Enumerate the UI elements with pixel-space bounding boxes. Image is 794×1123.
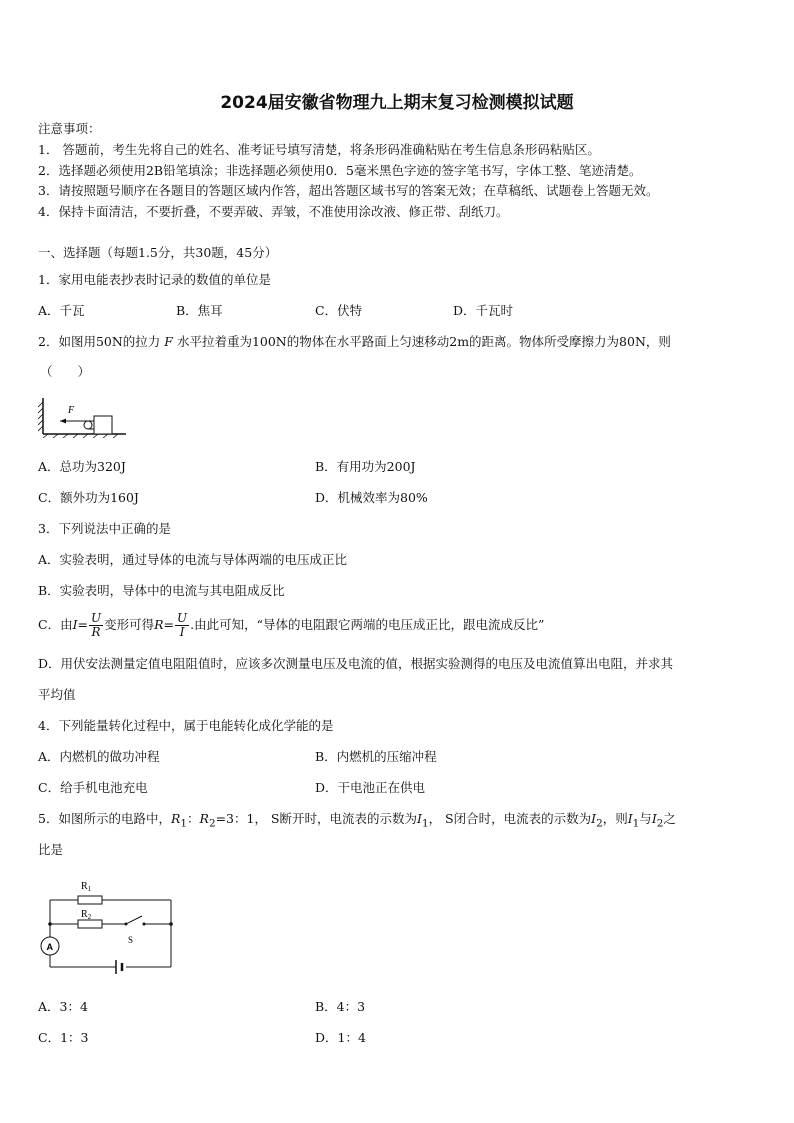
q2-stem-b: 水平拉着重为100N的物体在水平路面上匀速移动2m的距离。物体所受摩擦力为80N，则: [176, 334, 671, 349]
q3-option-d-line2[interactable]: 平均值: [38, 687, 76, 702]
q5-i2b-sub: 2: [656, 817, 664, 830]
q5-r2-sub: 2: [208, 817, 216, 830]
notice-item-1: 1． 答题前，考生先将自己的姓名、准考证号填写清楚，将条形码准确粘贴在考生信息条形码粘贴区。: [38, 142, 600, 157]
q5-end: 之: [663, 811, 676, 826]
q2-option-a[interactable]: A．总功为320J: [38, 459, 126, 474]
q5-fig-r2-label: $R_2$: [81, 909, 92, 921]
q3-c-frac2-num: U: [177, 611, 188, 625]
q5-ratio: =3：1， S断开时，电流表的示数为: [215, 811, 417, 826]
q1-stem: 1．家用电能表抄表时记录的数值的单位是: [38, 272, 271, 287]
q5-stem-line1: [38, 811, 676, 832]
q4-option-b[interactable]: B．内燃机的压缩冲程: [315, 749, 437, 764]
q5-i1b: I: [627, 811, 633, 826]
q5-i2: I: [591, 811, 597, 826]
q3-c-post: .由此可知，“导体的电阻跟它两端的电压成正比，跟电流成反比”: [190, 617, 545, 632]
q5-r1: R: [170, 811, 181, 826]
notice-item-2: 2．选择题必须使用2B铅笔填涂；非选择题必须使用0．5毫米黑色字迹的签字笔书写，字体工整、笔迹清楚。: [38, 163, 642, 178]
q3-c-frac1-den: R: [91, 625, 101, 639]
q4-option-c[interactable]: C．给手机电池充电: [38, 780, 148, 795]
notice-item-3: 3．请按照题号顺序在各题目的答题区域内作答，超出答题区域书写的答案无效；在草稿纸、试题卷上答题无效。: [38, 183, 659, 198]
section-heading: 一、选择题（每题1.5分，共30题，45分）: [38, 245, 278, 260]
q5-i1: I: [417, 811, 422, 826]
q5-circuit-figure: [38, 872, 183, 974]
q3-c-frac2-den: I: [179, 625, 185, 639]
q2-stem-a: 2．如图用50N的拉力: [38, 334, 161, 349]
q5-i1b-sub: 1: [632, 817, 640, 830]
q1-option-a[interactable]: A．千瓦: [38, 303, 85, 318]
q2-force-var: F: [164, 334, 173, 349]
q1-option-c[interactable]: C．伏特: [315, 303, 363, 318]
q3-c-prefix: C．由: [38, 617, 73, 632]
q5-r2: R: [199, 811, 209, 826]
q4-stem: 4．下列能量转化过程中，属于电能转化成化学能的是: [38, 718, 334, 733]
q5-r1-sub: 1: [180, 817, 188, 830]
q5-fig-switch-label: S: [128, 935, 134, 945]
q5-stem-1: 5．如图所示的电路中，: [38, 811, 171, 826]
q2-option-b[interactable]: B．有用功为200J: [315, 459, 416, 474]
q5-stem-line2: 比是: [38, 842, 64, 857]
q5-option-d[interactable]: D．1：4: [315, 1030, 366, 1045]
q3-c-fraction-2: [175, 612, 189, 639]
q5-option-c[interactable]: C．1：3: [38, 1030, 89, 1045]
q5-fig-r1-label: $R_1$: [81, 881, 92, 893]
q3-option-a[interactable]: A．实验表明，通过导体的电流与导体两端的电压成正比: [38, 552, 348, 567]
ammeter-icon: A: [46, 942, 53, 952]
q2-stem: [38, 334, 671, 350]
q5-with: 与: [639, 811, 652, 826]
q5-colon: ：: [187, 811, 200, 826]
q5-option-a[interactable]: A．3：4: [38, 999, 88, 1014]
q5-i2-sub: 2: [596, 817, 603, 830]
q5-i1-sub: 1: [421, 817, 429, 830]
q3-c-fraction-1: [89, 612, 103, 639]
q3-c-frac1-num: U: [91, 611, 102, 625]
q2-pulley-figure: [38, 396, 128, 438]
q3-c-r-eq: R=: [154, 617, 175, 632]
q4-option-d[interactable]: D．干电池正在供电: [315, 780, 426, 795]
q1-option-d[interactable]: D．千瓦时: [453, 303, 514, 318]
q5-option-b[interactable]: B．4：3: [315, 999, 366, 1014]
q3-stem: 3．下列说法中正确的是: [38, 521, 171, 536]
q3-c-mid: 变形可得: [104, 617, 155, 632]
q2-answer-paren: （ ）: [40, 364, 91, 379]
notice-heading: 注意事项：: [38, 121, 101, 136]
notice-item-4: 4．保持卡面清洁，不要折叠，不要弄破、弄皱，不准使用涂改液、修正带、刮纸刀。: [38, 204, 509, 219]
q2-option-c[interactable]: C．额外功为160J: [38, 490, 139, 505]
q3-option-b[interactable]: B．实验表明，导体中的电流与其电阻成反比: [38, 583, 285, 598]
q5-i2b: I: [651, 811, 657, 826]
q1-option-b[interactable]: B．焦耳: [176, 303, 223, 318]
q2-option-d[interactable]: D．机械效率为80%: [315, 490, 428, 505]
q5-stem-3: ，则: [602, 811, 628, 826]
q3-option-c[interactable]: [38, 607, 544, 643]
page-title: 2024届安徽省物理九上期末复习检测模拟试题: [220, 93, 574, 113]
q3-c-i-eq: I=: [72, 617, 88, 632]
q5-stem-2: ， S闭合时，电流表的示数为: [428, 811, 592, 826]
q4-option-a[interactable]: A．内燃机的做功冲程: [38, 749, 160, 764]
q2-figure-label: F: [68, 405, 75, 416]
q3-option-d-line1[interactable]: D．用伏安法测量定值电阻阻值时，应该多次测量电压及电流的值，根据实验测得的电压及电流值算出电阻，并求其: [38, 656, 674, 671]
